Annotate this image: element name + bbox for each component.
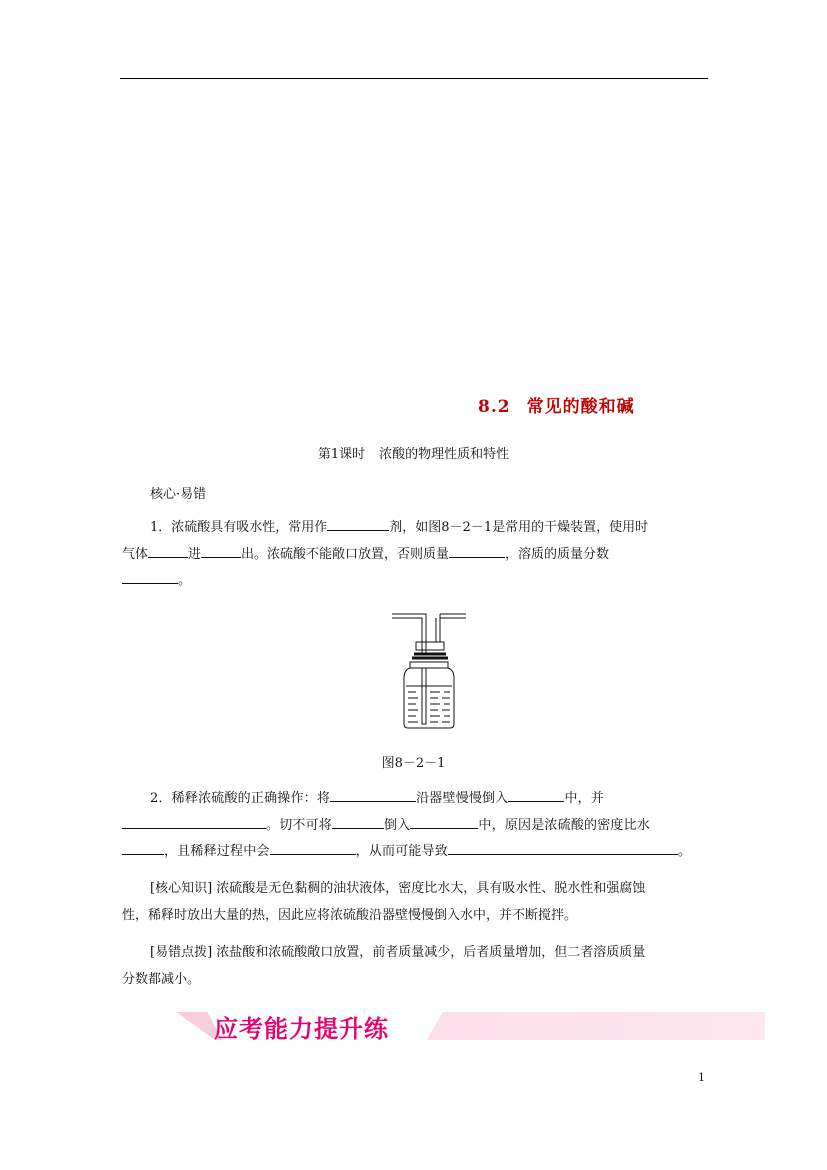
page-number: 1 xyxy=(698,1071,705,1084)
answer-blank[interactable] xyxy=(449,543,505,558)
question-1 xyxy=(122,515,708,595)
figure-caption: 图8－2－1 xyxy=(381,756,446,771)
lesson-title-text: 浓酸的物理性质和特性 xyxy=(379,447,510,462)
question-2 xyxy=(122,786,708,866)
q1-text: 出。浓硫酸不能敞口放置，否则质量 xyxy=(241,546,450,562)
note-line: [易错点拨] 浓盐酸和浓硫酸敞口放置，前者质量减少，后者质量增加，但二者溶质质量 xyxy=(150,945,646,960)
note-line: [核心知识] 浓硫酸是无色黏稠的油状液体，密度比水大，具有吸水性、脱水性和强腐蚀 xyxy=(150,881,646,896)
q1-text: 气体 xyxy=(122,546,149,562)
answer-blank[interactable] xyxy=(332,814,384,829)
q2-text: 2．稀释浓硫酸的正确操作：将 xyxy=(150,791,331,806)
answer-blank[interactable] xyxy=(122,814,266,829)
answer-blank[interactable] xyxy=(330,787,416,802)
q2-text: 倒入 xyxy=(384,817,411,833)
q2-text: 沿器壁慢慢倒入 xyxy=(416,791,509,806)
q2-text: 。切不可将 xyxy=(266,817,333,833)
section-number: 8.2 xyxy=(478,397,511,417)
note-line: 性，稀释时放出大量的热，因此应将浓硫酸沿器壁慢慢倒入水中，并不断搅拌。 xyxy=(122,907,578,923)
q1-text: 。 xyxy=(178,573,192,588)
q2-text: 。 xyxy=(678,844,692,859)
q1-text: 进 xyxy=(188,546,202,562)
section-banner-text: 应考能力提升练 xyxy=(214,1015,389,1043)
q1-text: 1．浓硫酸具有吸水性，常用作 xyxy=(150,520,328,535)
answer-blank[interactable] xyxy=(201,543,241,558)
category-label: 核心·易错 xyxy=(150,487,207,502)
section-title xyxy=(478,392,635,417)
lesson-period: 第1课时 xyxy=(317,447,366,462)
q1-text: ，溶质的质量分数 xyxy=(505,546,610,562)
q1-text: 剂，如图8－2－1是常用的干燥装置，使用时 xyxy=(389,520,649,535)
answer-blank[interactable] xyxy=(410,814,478,829)
core-knowledge-note xyxy=(122,876,708,929)
answer-blank[interactable] xyxy=(508,787,564,802)
header-rule xyxy=(120,78,708,79)
answer-blank[interactable] xyxy=(148,543,188,558)
note-line: 分数都减小。 xyxy=(122,971,201,987)
drying-bottle-figure xyxy=(390,612,468,730)
common-mistake-note xyxy=(122,940,708,993)
q2-text: ，且稀释过程中会 xyxy=(164,844,270,859)
answer-blank[interactable] xyxy=(327,516,389,531)
answer-blank[interactable] xyxy=(122,840,164,855)
q2-text: 中，并 xyxy=(564,791,605,806)
answer-blank[interactable] xyxy=(122,569,178,584)
q2-text: 中，原因是浓硫酸的密度比水 xyxy=(478,817,651,833)
answer-blank[interactable] xyxy=(448,840,678,855)
answer-blank[interactable] xyxy=(270,840,356,855)
section-title-text: 常见的酸和碱 xyxy=(526,397,635,417)
lesson-title xyxy=(0,443,827,462)
q2-text: ，从而可能导致 xyxy=(355,844,449,859)
